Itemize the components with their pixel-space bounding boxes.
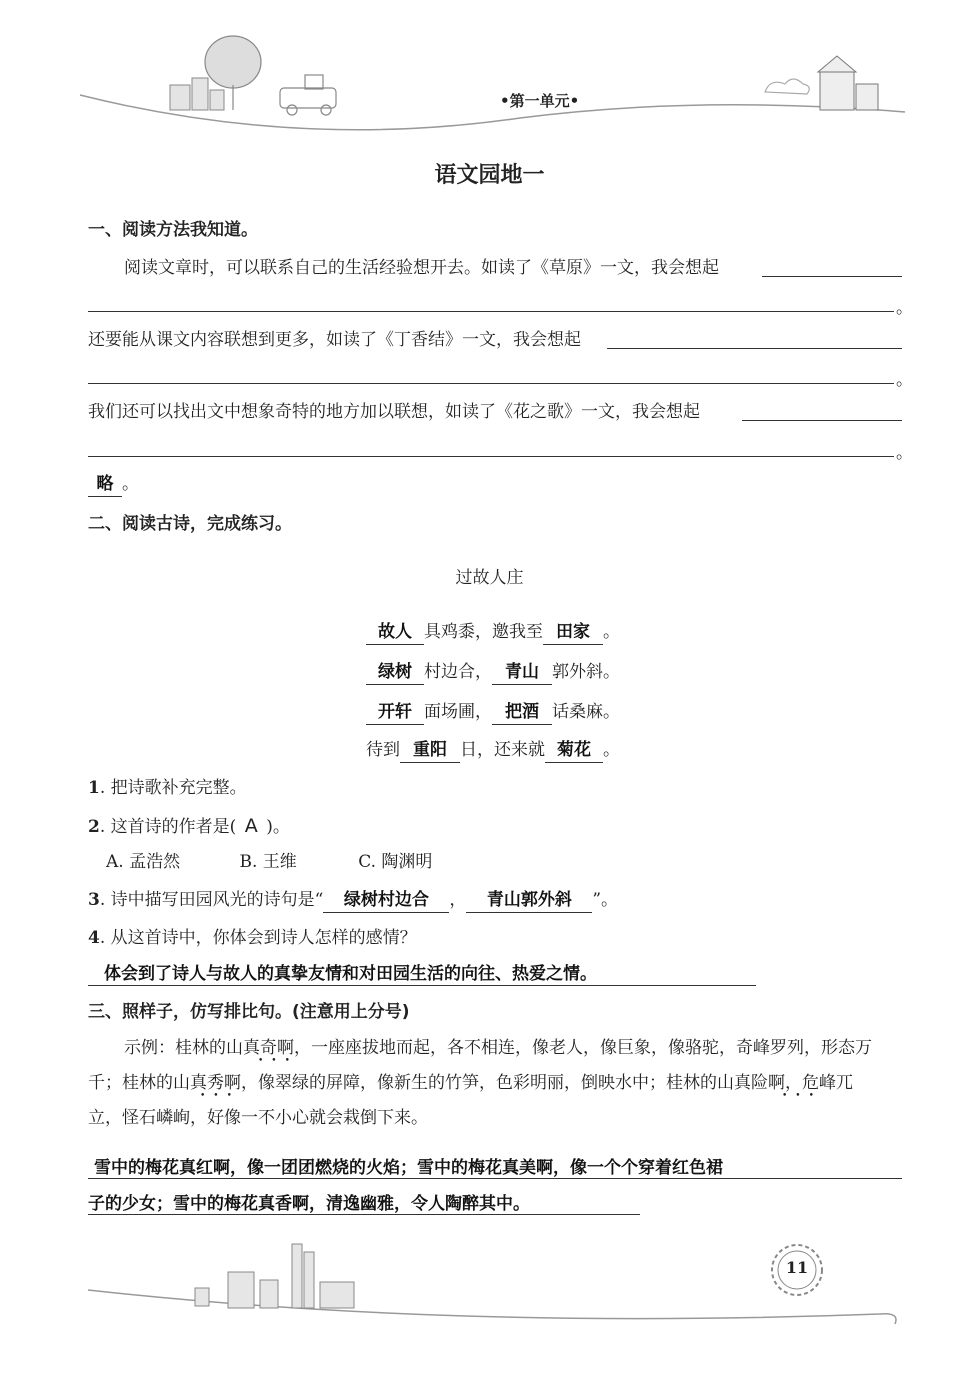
poem-blank: 把酒 bbox=[492, 700, 552, 725]
section3-answer-line-1: 雪中的梅花真红啊，像一团团燃烧的火焰；雪中的梅花真美啊，像一个个穿着红色裙 bbox=[94, 1158, 723, 1178]
poem-text: 日，还来就 bbox=[460, 740, 545, 760]
option-b: B. 王维 bbox=[239, 852, 297, 872]
question-2-options bbox=[106, 850, 506, 874]
poem-text: 村边合， bbox=[424, 662, 492, 682]
section1-p2-text: 还要能从课文内容联想到更多，如读了《丁香结》一文，我会想起 bbox=[88, 330, 581, 350]
example-line-1: 示例：桂林的山真奇啊，一座座拔地而起，各不相连，像老人，像巨象，像骆驼，奇峰罗列，形态万 bbox=[124, 1038, 872, 1058]
section1-heading: 一、阅读方法我知道。 bbox=[88, 220, 258, 240]
poem-blank: 重阳 bbox=[400, 738, 460, 763]
choice-answer: A bbox=[244, 815, 258, 837]
handwritten-answer: 绿树村边合 bbox=[323, 888, 449, 913]
poem-blank: 绿树 bbox=[366, 660, 424, 685]
page-number: 11 bbox=[785, 1258, 809, 1277]
option-c: C. 陶渊明 bbox=[358, 852, 433, 872]
poem-blank: 开轩 bbox=[366, 700, 424, 725]
answer-line bbox=[88, 1178, 902, 1179]
page-title: 语文园地一 bbox=[434, 162, 545, 188]
emphasis-dots: ••• bbox=[200, 1091, 240, 1101]
period: 。 bbox=[122, 474, 139, 494]
answer-blank bbox=[762, 276, 902, 277]
poem-line-4 bbox=[366, 738, 620, 763]
poem-text: 。 bbox=[603, 622, 620, 642]
poem-text: 面场圃， bbox=[424, 702, 492, 722]
section3-heading: 三、照样子，仿写排比句。(注意用上分号) bbox=[88, 1002, 410, 1022]
unit-label: •第一单元• bbox=[500, 92, 580, 110]
city-skyline-icon bbox=[195, 1244, 354, 1308]
header-decoration bbox=[0, 0, 979, 140]
handwritten-answer: 略 bbox=[88, 472, 122, 497]
answer-line bbox=[88, 1214, 640, 1215]
answer-blank bbox=[88, 383, 894, 384]
answer-blank bbox=[607, 348, 902, 349]
section1-answer bbox=[88, 472, 139, 497]
period: 。 bbox=[896, 370, 913, 390]
example-line-3: 立，怪石嶙峋，好像一不小心就会栽倒下来。 bbox=[88, 1108, 428, 1128]
house-right-icon bbox=[818, 56, 878, 110]
section1-p3-text: 我们还可以找出文中想象奇特的地方加以联想，如读了《花之歌》一文，我会想起 bbox=[88, 402, 700, 422]
poem-blank: 故人 bbox=[366, 620, 424, 645]
answer-line bbox=[88, 985, 756, 986]
answer-blank bbox=[742, 420, 902, 421]
period: 。 bbox=[896, 443, 913, 463]
question-3: 3. 诗中描写田园风光的诗句是“ 绿树村边合 ， 青山郭外斜 ”。 bbox=[88, 888, 618, 913]
option-a: A. 孟浩然 bbox=[106, 852, 181, 872]
poem-blank: 青山 bbox=[492, 660, 552, 685]
poem-line-2 bbox=[366, 660, 620, 685]
section1-p1-text: 阅读文章时，可以联系自己的生活经验想开去。如读了《草原》一文，我会想起 bbox=[124, 258, 719, 278]
poem-blank: 田家 bbox=[543, 620, 603, 645]
period: 。 bbox=[896, 298, 913, 318]
answer-blank bbox=[88, 311, 894, 312]
question-4: 4. 从这首诗中，你体会到诗人怎样的感情？ bbox=[88, 928, 417, 948]
question-2: 2. 这首诗的作者是( A )。 bbox=[88, 815, 290, 837]
answer-blank bbox=[88, 456, 894, 457]
poem-text: 待到 bbox=[366, 740, 400, 760]
poem-text: 。 bbox=[603, 740, 620, 760]
poem-text: 话桑麻。 bbox=[552, 702, 620, 722]
question-4-answer: 体会到了诗人与故人的真挚友情和对田园生活的向往、热爱之情。 bbox=[104, 964, 597, 984]
poem-text: 郭外斜。 bbox=[552, 662, 620, 682]
emphasis-dots: ••• bbox=[782, 1091, 822, 1101]
poem-blank: 菊花 bbox=[545, 738, 603, 763]
section2-heading: 二、阅读古诗，完成练习。 bbox=[88, 514, 292, 534]
poem-line-3 bbox=[366, 700, 620, 725]
section3-answer-line-2: 子的少女；雪中的梅花真香啊，清逸幽雅，令人陶醉其中。 bbox=[88, 1194, 530, 1214]
footer-decoration bbox=[0, 1230, 979, 1360]
example-line-2: 千；桂林的山真秀啊，像翠绿的屏障，像新生的竹笋，色彩明丽，倒映水中；桂林的山真险啊，危峰兀 bbox=[88, 1073, 853, 1093]
poem-line-1 bbox=[366, 620, 620, 645]
poem-title: 过故人庄 bbox=[455, 568, 524, 588]
handwritten-answer: 青山郭外斜 bbox=[466, 888, 592, 913]
question-1: 1. 把诗歌补充完整。 bbox=[88, 778, 247, 798]
car-icon bbox=[280, 75, 336, 115]
emphasis-dots: ••• bbox=[258, 1056, 298, 1066]
poem-text: 具鸡黍，邀我至 bbox=[424, 622, 543, 642]
cloud-icon bbox=[765, 79, 809, 94]
